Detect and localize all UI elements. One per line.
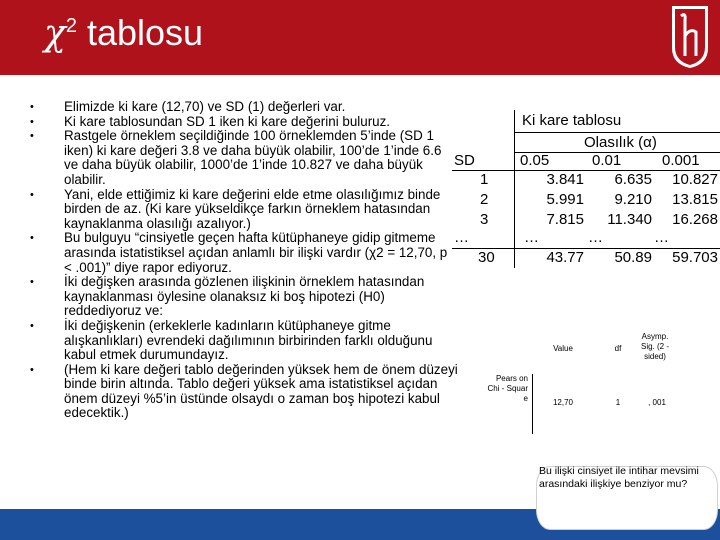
bullet-item: • Yani, elde ettiğimiz ki kare değerini elde etme olasılığımız binde birden de az. (Ki kare yükseldikçe farkın örneklem hatasından kaynaklanma olasılığı azalıyor.) [28,188,458,232]
question-text: Bu ilişki cinsiyet ile intihar mevsimi arasındaki ilişkiye benziyor mu? [539,465,699,490]
bullet-item: • Elimizde ki kare (12,70) ve SD (1) değerleri var. [28,100,458,115]
col-header: 0.001 [662,152,700,169]
value-cell: 13.815 [672,191,718,208]
sig-header: Asymp. Sig. (2 -sided) [640,332,669,361]
pearson-chi-square-label: Pears on Chi - Squar e [485,374,533,434]
value-cell: … [588,229,603,246]
bullet-list [28,100,458,421]
slide-title [44,12,203,54]
title-text: tablosu [76,12,204,53]
hacettepe-logo-icon [668,4,712,70]
df-cell: 1 [615,398,621,407]
probability-header: Olasılık (α) [584,134,657,151]
value-cell: 59.703 [672,249,718,266]
title-bar [0,0,720,75]
spss-output-table [485,330,675,440]
value-cell: 10.827 [672,171,718,188]
value-cell: 7.815 [546,211,584,228]
sd-cell: … [454,229,469,246]
value-cell: 50.89 [614,249,652,266]
value-cell: 9.210 [614,191,652,208]
value-cell: … [654,229,669,246]
value-cell: 11.340 [607,211,652,228]
sd-header: SD [454,152,475,169]
bullet-item: • İki değişken arasında gözlenen ilişkinin örneklem hatasından kaynaklanması öylesine olanaksız ki boş hipotezi (H0) reddediyoruz ve: [28,275,458,319]
sd-cell: 1 [480,171,489,188]
value-cell: 6.635 [614,171,652,188]
sd-cell: 2 [480,191,489,208]
value-cell: 43.77 [546,249,584,266]
chi-superscript: 2 [65,15,77,37]
bullet-item: • Bu bulguyu “cinsiyetle geçen hafta kütüphaneye gidip gitmeme arasında istatistiksel açıdan anlamlı bir ilişki vardır (χ2 = 12,70, p < .001)” diye rapor ediyoruz. [28,231,458,275]
value-cell: 5.991 [546,191,584,208]
bullet-item: • İki değişkenin (erkeklerle kadınların kütüphaneye gitme alışkanlıkları) evrendeki dağılımının birbirinden farklı olduğunu kabul etmek durumundayız. [28,319,458,363]
bullet-item: • Rastgele örneklem seçildiğinde 100 örneklemden 5’inde (SD 1 iken) ki kare değeri 3.8 ve daha büyük olabilir, 100’de 1’inde 6.6 ve daha büyük olabilir, 1000’de 1’inde 10.827 ve daha büyük olabilir. [28,129,458,187]
value-cell: … [524,229,539,246]
value-cell: 3.841 [546,171,584,188]
value-cell: 12,70 [552,398,574,407]
value-header: Value [553,344,573,353]
chi-table-title: Ki kare tablosu [522,112,622,129]
chi-symbol: χ [44,13,66,54]
bullet-item: • Ki kare tablosundan SD 1 iken ki kare değerini buluruz. [28,115,458,130]
slide-number: SLIDE 28 [554,520,593,530]
col-header: 0.01 [592,152,622,169]
df-header: df [614,344,622,353]
col-header: 0.05 [520,152,550,169]
value-cell: 16.268 [672,211,718,228]
sig-cell: , 001 [648,398,666,407]
bullet-item: • (Hem ki kare değeri tablo değerinden yüksek hem de önem düzeyi binde birin altında. Tablo değeri yüksek ama istatistiksel açıdan önem düzeyi %5’in üstünde olsaydı o zaman boş hipotezi kabul edecektik.) [28,363,458,421]
sd-cell: 3 [480,211,489,228]
sd-cell: 30 [478,249,495,266]
chi-square-table [452,110,720,268]
